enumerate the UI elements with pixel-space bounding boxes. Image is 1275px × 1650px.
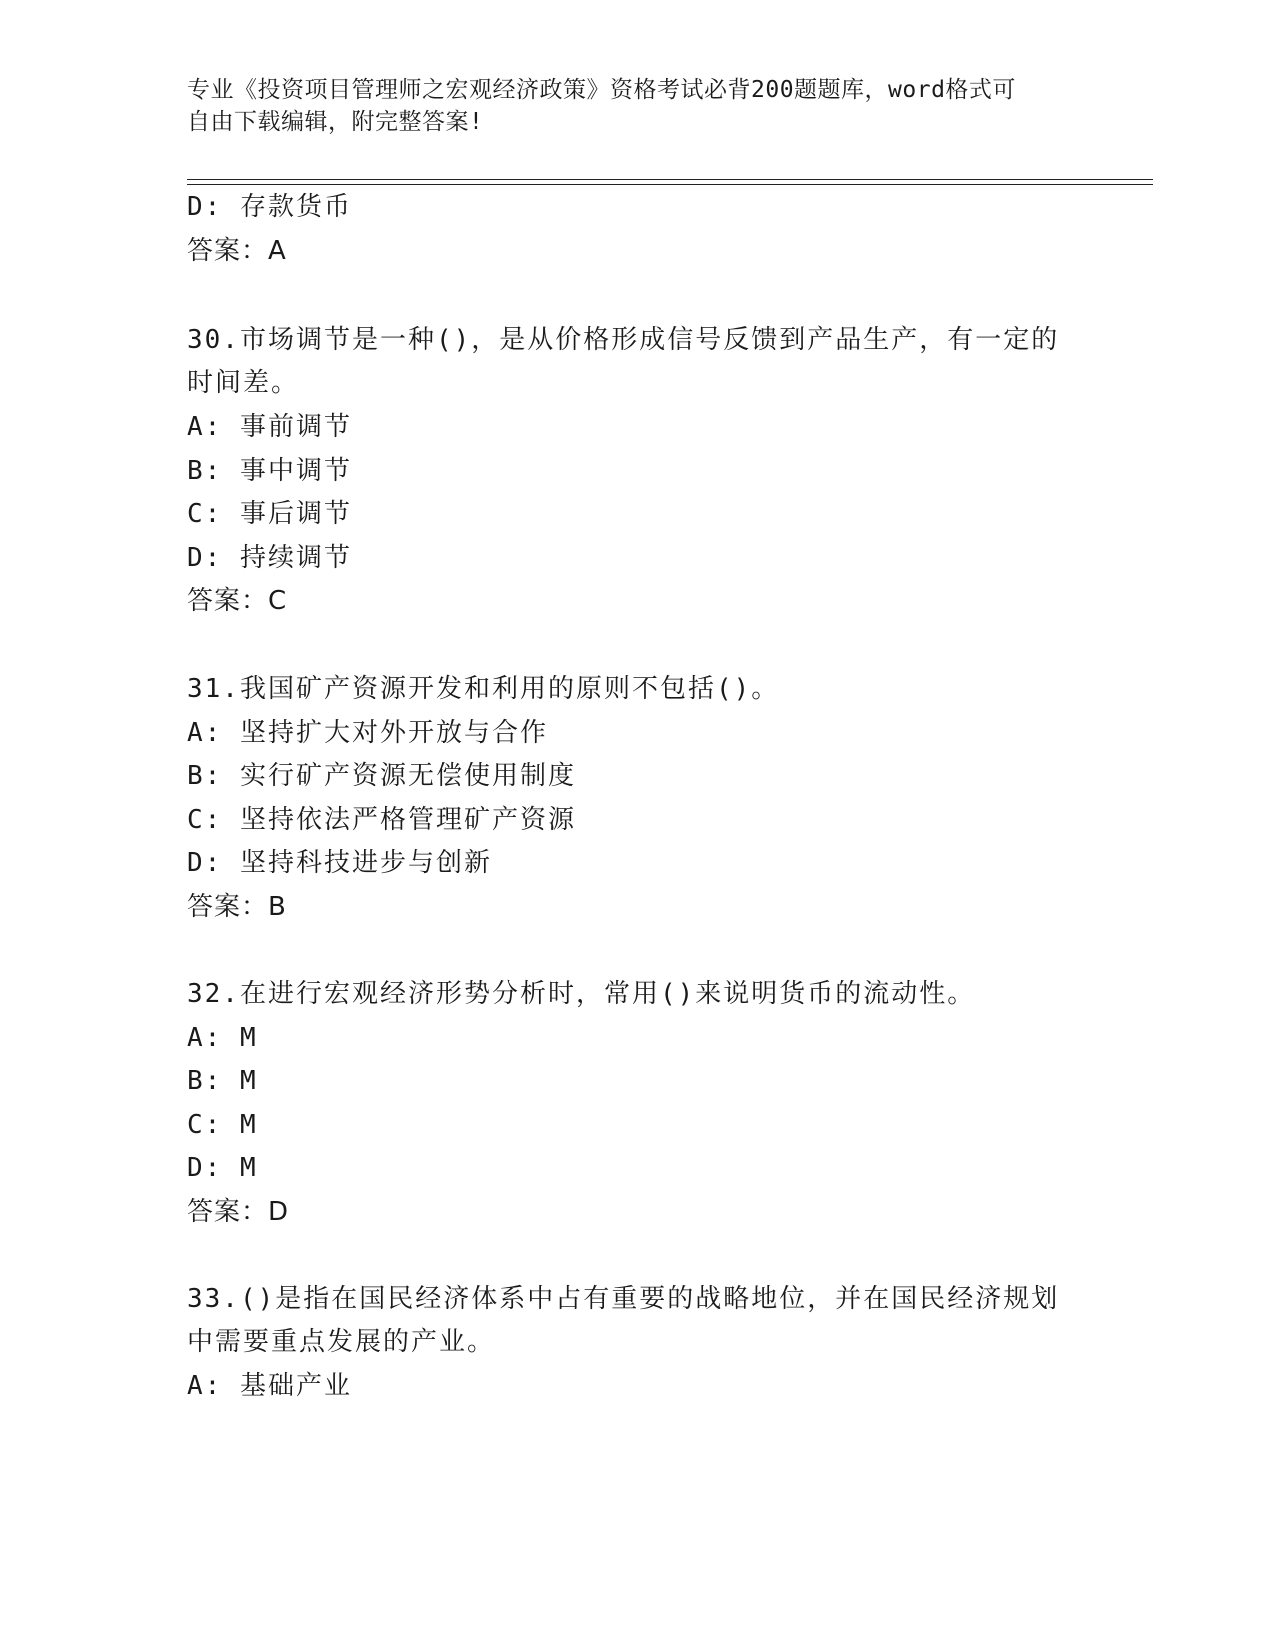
question-32-stem-line-1: 32.在进行宏观经济形势分析时，常用()来说明货币的流动性。 (187, 979, 976, 1009)
question-33-option-a: A: 基础产业 (187, 1371, 352, 1401)
question-31-answer: 答案：B (187, 892, 287, 922)
question-30-stem-line-1: 30.市场调节是一种()，是从价格形成信号反馈到产品生产，有一定的 (187, 325, 1060, 355)
question-32-option-b: B: M (187, 1066, 258, 1096)
question-31-option-a: A: 坚持扩大对外开放与合作 (187, 718, 548, 748)
question-31-stem-line-1: 31.我国矿产资源开发和利用的原则不包括()。 (187, 674, 780, 704)
question-31-option-b: B: 实行矿产资源无偿使用制度 (187, 761, 576, 791)
question-30-answer: 答案：C (187, 586, 288, 616)
question-30-option-c: C: 事后调节 (187, 499, 352, 529)
header-divider-bottom (187, 184, 1153, 185)
prev-answer: 答案：A (187, 236, 287, 266)
question-33-stem-line-2: 中需要重点发展的产业。 (187, 1327, 496, 1357)
header-divider-top (187, 179, 1153, 180)
prev-option-d: D: 存款货币 (187, 192, 352, 222)
header-line-2: 自由下载编辑，附完整答案! (187, 109, 484, 135)
question-31-option-d: D: 坚持科技进步与创新 (187, 848, 492, 878)
question-32-option-c: C: M (187, 1110, 258, 1140)
document-header (187, 74, 1087, 138)
question-32-option-a: A: M (187, 1023, 258, 1053)
question-30-option-a: A: 事前调节 (187, 412, 352, 442)
question-33-stem-line-1: 33.()是指在国民经济体系中占有重要的战略地位，并在国民经济规划 (187, 1284, 1060, 1314)
question-32-answer: 答案：D (187, 1197, 290, 1227)
question-30-option-b: B: 事中调节 (187, 456, 352, 486)
header-line-1: 专业《投资项目管理师之宏观经济政策》资格考试必背200题题库，word格式可 (187, 77, 1016, 103)
question-31-option-c: C: 坚持依法严格管理矿产资源 (187, 805, 576, 835)
question-30-stem-line-2: 时间差。 (187, 368, 300, 398)
question-30-option-d: D: 持续调节 (187, 543, 352, 573)
question-32-option-d: D: M (187, 1153, 258, 1183)
